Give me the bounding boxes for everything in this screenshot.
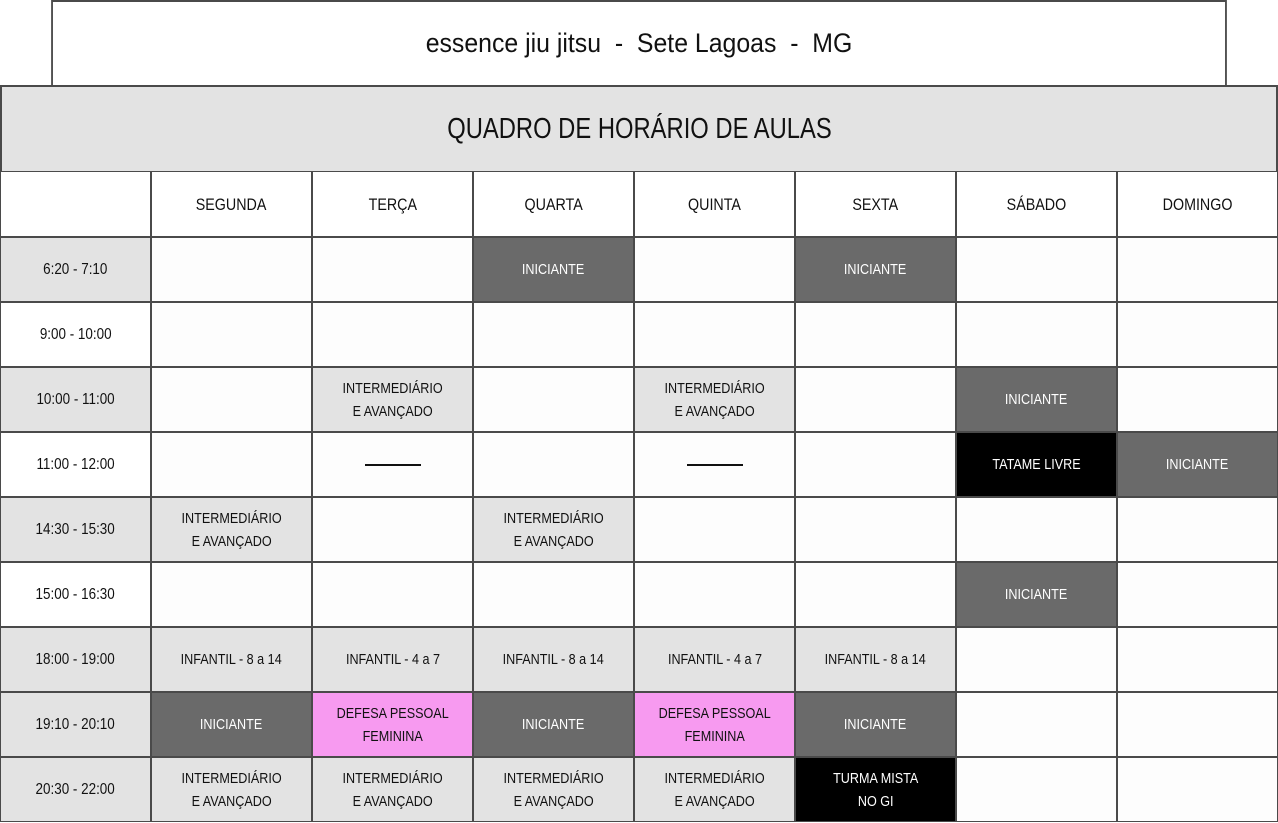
- empty-cell: [795, 367, 956, 432]
- class-cell: [795, 757, 956, 822]
- class-cell-label: INTERMEDIÁRIO E AVANÇADO: [181, 509, 282, 550]
- class-cell: [634, 627, 795, 692]
- empty-cell: [956, 237, 1117, 302]
- class-cell-label: INICIANTE: [844, 716, 907, 733]
- empty-cell: [956, 692, 1117, 757]
- day-header: [956, 171, 1117, 237]
- empty-cell: [795, 562, 956, 627]
- empty-cell: [1117, 757, 1278, 822]
- class-cell-label: INFANTIL - 4 a 7: [345, 651, 440, 668]
- empty-cell: [1117, 302, 1278, 367]
- page-title: [51, 0, 1227, 87]
- time-slot-label: 10:00 - 11:00: [36, 391, 115, 408]
- class-cell-label: TATAME LIVRE: [992, 456, 1081, 473]
- time-slot-label: 6:20 - 7:10: [43, 261, 108, 278]
- empty-cell: [473, 302, 634, 367]
- class-cell: [634, 757, 795, 822]
- page-title-text: essence jiu jitsu - Sete Lagoas - MG: [425, 28, 853, 58]
- class-cell: [956, 367, 1117, 432]
- class-cell-label: INICIANTE: [1005, 586, 1068, 603]
- class-cell: [795, 692, 956, 757]
- day-header: [151, 171, 312, 237]
- time-slot-label: 9:00 - 10:00: [39, 326, 112, 343]
- time-slot-label: 19:10 - 20:10: [35, 716, 116, 733]
- class-cell: [312, 692, 473, 757]
- empty-cell: [634, 497, 795, 562]
- time-slot-label: 18:00 - 19:00: [35, 651, 116, 668]
- day-header-label: QUARTA: [524, 194, 583, 214]
- class-cell-label: INTERMEDIÁRIO E AVANÇADO: [342, 769, 443, 810]
- empty-cell: [634, 237, 795, 302]
- class-cell: [312, 367, 473, 432]
- day-header-label: QUINTA: [688, 194, 741, 214]
- empty-cell: [795, 432, 956, 497]
- class-cell-label: INICIANTE: [522, 716, 585, 733]
- empty-cell: [956, 302, 1117, 367]
- class-cell-label: INFANTIL - 8 a 14: [180, 651, 283, 668]
- day-header-label: TERÇA: [368, 194, 417, 214]
- corner-cell: [0, 171, 151, 237]
- class-cell: [151, 692, 312, 757]
- day-header-label: DOMINGO: [1162, 194, 1233, 214]
- empty-cell: [312, 562, 473, 627]
- class-cell: [312, 627, 473, 692]
- schedule-table: [0, 171, 1278, 823]
- class-cell: [956, 562, 1117, 627]
- empty-cell: [312, 237, 473, 302]
- empty-cell: [151, 237, 312, 302]
- day-header: [473, 171, 634, 237]
- no-class-cell: [634, 432, 795, 497]
- class-cell-label: INICIANTE: [1166, 456, 1229, 473]
- class-cell-label: INICIANTE: [1005, 391, 1068, 408]
- day-header-label: SEGUNDA: [196, 194, 267, 214]
- time-slot-label: 14:30 - 15:30: [35, 521, 116, 538]
- no-class-cell: [312, 432, 473, 497]
- empty-cell: [151, 432, 312, 497]
- class-cell-label: DEFESA PESSOAL FEMININA: [658, 704, 771, 745]
- class-cell-label: INFANTIL - 4 a 7: [667, 651, 762, 668]
- empty-cell: [956, 757, 1117, 822]
- empty-cell: [795, 497, 956, 562]
- day-header: [312, 171, 473, 237]
- empty-cell: [795, 302, 956, 367]
- class-cell: [473, 497, 634, 562]
- class-cell: [473, 237, 634, 302]
- empty-cell: [634, 302, 795, 367]
- time-slot-label: 20:30 - 22:00: [35, 781, 116, 798]
- empty-cell: [151, 562, 312, 627]
- class-cell: [634, 367, 795, 432]
- class-cell: [473, 757, 634, 822]
- empty-cell: [1117, 237, 1278, 302]
- class-cell-label: INTERMEDIÁRIO E AVANÇADO: [664, 379, 765, 420]
- class-cell-label: INTERMEDIÁRIO E AVANÇADO: [503, 509, 604, 550]
- class-cell-label: INFANTIL - 8 a 14: [502, 651, 605, 668]
- day-header: [795, 171, 956, 237]
- empty-cell: [473, 367, 634, 432]
- empty-cell: [956, 497, 1117, 562]
- time-slot: [0, 367, 151, 432]
- class-cell: [473, 692, 634, 757]
- class-cell-label: INFANTIL - 8 a 14: [824, 651, 927, 668]
- class-cell: [1117, 432, 1278, 497]
- empty-cell: [473, 432, 634, 497]
- time-slot: [0, 302, 151, 367]
- class-cell: [151, 497, 312, 562]
- day-header: [1117, 171, 1278, 237]
- empty-cell: [1117, 562, 1278, 627]
- class-cell-label: INTERMEDIÁRIO E AVANÇADO: [503, 769, 604, 810]
- time-slot: [0, 692, 151, 757]
- class-cell-label: INTERMEDIÁRIO E AVANÇADO: [664, 769, 765, 810]
- empty-cell: [151, 367, 312, 432]
- class-cell-label: INTERMEDIÁRIO E AVANÇADO: [181, 769, 282, 810]
- class-cell-label: DEFESA PESSOAL FEMININA: [336, 704, 449, 745]
- time-slot: [0, 627, 151, 692]
- empty-cell: [151, 302, 312, 367]
- empty-cell: [1117, 692, 1278, 757]
- empty-cell: [1117, 497, 1278, 562]
- day-header-label: SÁBADO: [1006, 194, 1067, 214]
- class-cell: [795, 627, 956, 692]
- class-cell: [151, 627, 312, 692]
- class-cell: [312, 757, 473, 822]
- class-cell: [795, 237, 956, 302]
- empty-cell: [1117, 367, 1278, 432]
- time-slot-label: 15:00 - 16:30: [35, 586, 116, 603]
- time-slot: [0, 497, 151, 562]
- class-cell-label: INICIANTE: [522, 261, 585, 278]
- empty-cell: [473, 562, 634, 627]
- empty-cell: [634, 562, 795, 627]
- empty-cell: [956, 627, 1117, 692]
- class-cell: [956, 432, 1117, 497]
- time-slot-label: 11:00 - 12:00: [36, 456, 115, 473]
- schedule-heading-text: QUADRO DE HORÁRIO DE AULAS: [446, 112, 832, 145]
- day-header-label: SEXTA: [852, 194, 899, 214]
- time-slot: [0, 432, 151, 497]
- class-cell-label: INTERMEDIÁRIO E AVANÇADO: [342, 379, 443, 420]
- day-header: [634, 171, 795, 237]
- time-slot: [0, 757, 151, 822]
- class-cell: [473, 627, 634, 692]
- class-cell: [634, 692, 795, 757]
- empty-cell: [312, 302, 473, 367]
- time-slot: [0, 237, 151, 302]
- empty-cell: [1117, 627, 1278, 692]
- class-cell-label: INICIANTE: [200, 716, 263, 733]
- class-cell-label: INICIANTE: [844, 261, 907, 278]
- dash-mark: [365, 464, 421, 466]
- empty-cell: [312, 497, 473, 562]
- dash-mark: [687, 464, 743, 466]
- class-cell-label: TURMA MISTA NO GI: [832, 769, 919, 810]
- class-cell: [151, 757, 312, 822]
- schedule-heading: [0, 85, 1278, 173]
- time-slot: [0, 562, 151, 627]
